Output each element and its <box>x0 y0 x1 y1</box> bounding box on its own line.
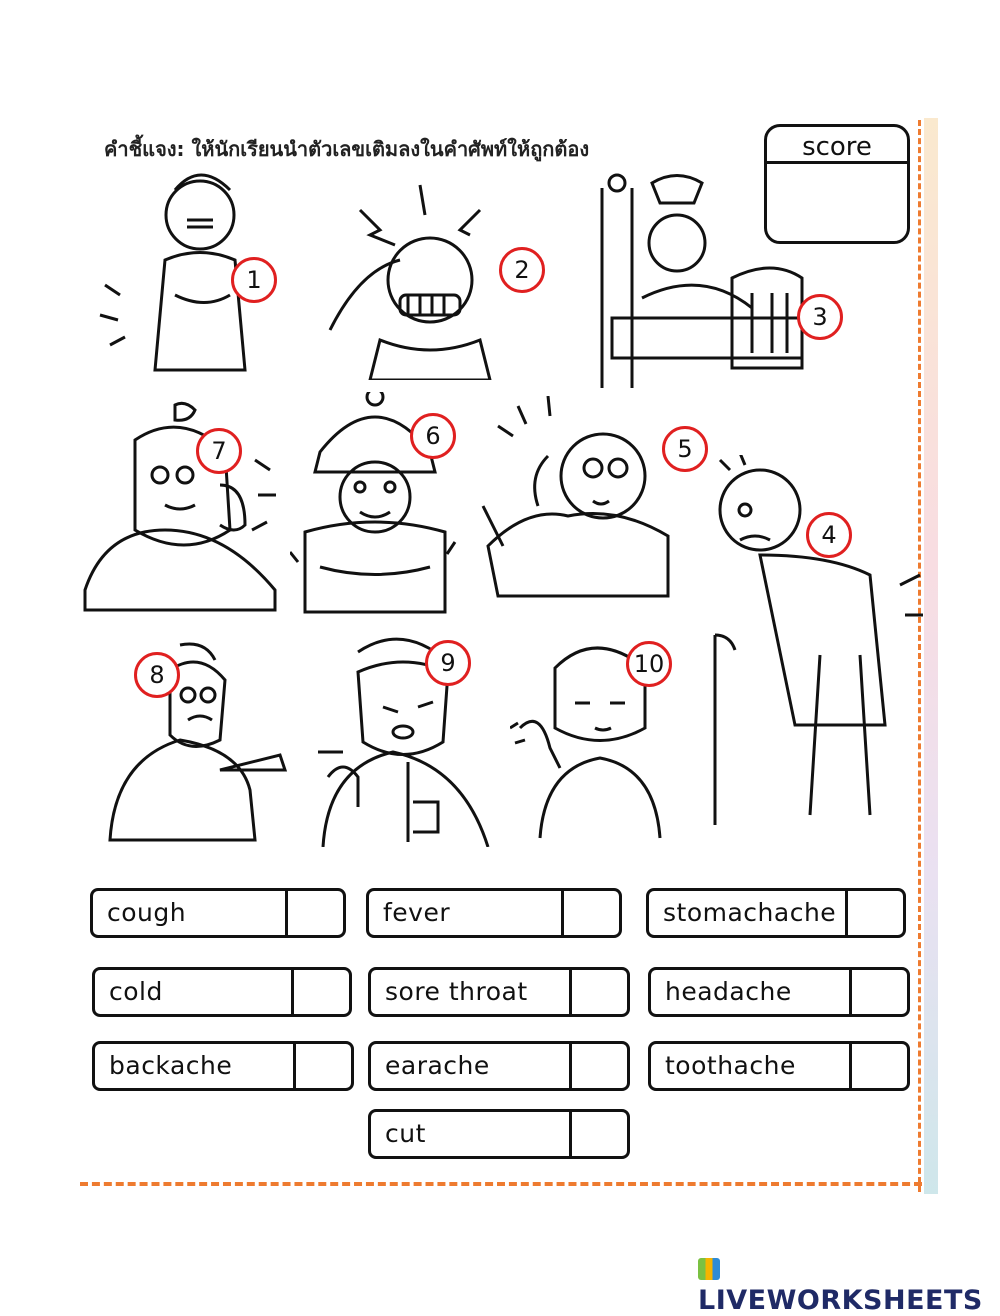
word-label: cough <box>107 898 187 927</box>
number-circle-3: 3 <box>797 294 843 340</box>
word-box-cough <box>90 888 346 938</box>
word-label: stomachache <box>663 898 837 927</box>
answer-input[interactable] <box>845 888 903 938</box>
score-label: score <box>767 127 907 164</box>
word-box-sore-throat <box>368 967 630 1017</box>
answer-input[interactable] <box>291 967 349 1017</box>
word-box-stomachache <box>646 888 906 938</box>
answer-input[interactable] <box>561 888 619 938</box>
illustration-toothache <box>80 400 285 615</box>
answer-input[interactable] <box>569 1109 627 1159</box>
word-label: cut <box>385 1119 426 1148</box>
word-label: earache <box>385 1051 490 1080</box>
number-circle-10: 10 <box>626 641 672 687</box>
illustration-earache <box>478 396 703 621</box>
liveworksheets-logo <box>698 1254 1000 1316</box>
answer-input[interactable] <box>849 967 907 1017</box>
answer-input[interactable] <box>569 1041 627 1091</box>
number-circle-6: 6 <box>410 413 456 459</box>
word-label: fever <box>383 898 451 927</box>
number-circle-8: 8 <box>134 652 180 698</box>
logo-text: LIVEWORKSHEETS <box>698 1285 983 1316</box>
illustration-fever <box>592 168 822 403</box>
answer-input[interactable] <box>569 967 627 1017</box>
word-box-headache <box>648 967 910 1017</box>
number-circle-7: 7 <box>196 428 242 474</box>
number-circle-9: 9 <box>425 640 471 686</box>
word-label: cold <box>109 977 163 1006</box>
number-circle-5: 5 <box>662 426 708 472</box>
number-circle-2: 2 <box>499 247 545 293</box>
illustration-sore-throat <box>318 632 498 847</box>
answer-input[interactable] <box>285 888 343 938</box>
answer-input[interactable] <box>849 1041 907 1091</box>
word-label: toothache <box>665 1051 796 1080</box>
word-box-toothache <box>648 1041 910 1091</box>
word-label: sore throat <box>385 977 528 1006</box>
answer-input[interactable] <box>293 1041 351 1091</box>
word-label: headache <box>665 977 792 1006</box>
instruction-text: คำชี้แจง: ให้นักเรียนนำตัวเลขเติมลงในคำศัพท์ให้ถูกต้อง <box>104 137 590 161</box>
illustration-cut <box>100 640 305 845</box>
word-box-cut <box>368 1109 630 1159</box>
number-circle-1: 1 <box>231 257 277 303</box>
word-label: backache <box>109 1051 233 1080</box>
logo-mark-icon <box>698 1258 720 1280</box>
word-box-backache <box>92 1041 354 1091</box>
word-box-earache <box>368 1041 630 1091</box>
dashed-border-bottom <box>80 1182 922 1186</box>
decorative-side-band <box>924 118 938 1194</box>
illustration-backache <box>700 455 925 835</box>
word-box-fever <box>366 888 622 938</box>
illustration-headache <box>320 180 520 380</box>
word-box-cold <box>92 967 352 1017</box>
number-circle-4: 4 <box>806 512 852 558</box>
